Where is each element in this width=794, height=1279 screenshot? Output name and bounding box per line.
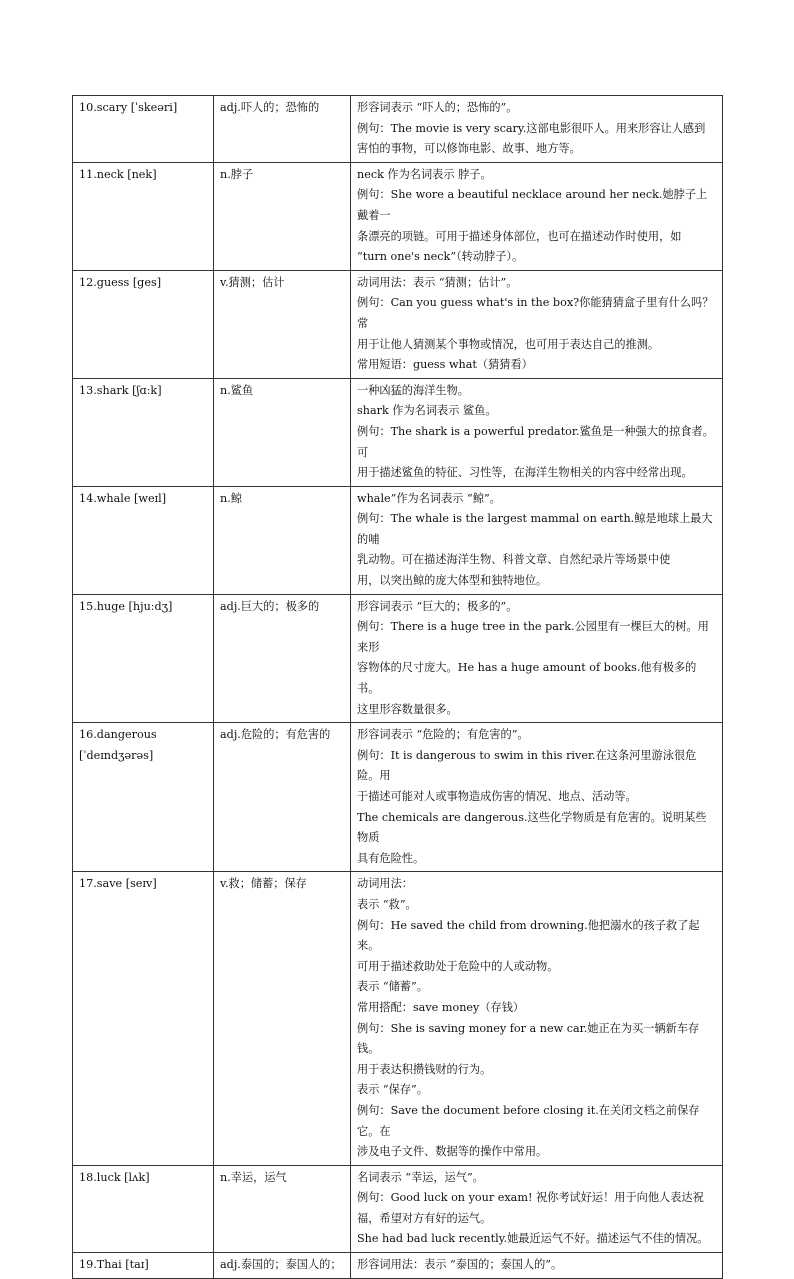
usage-line: She had bad luck recently.她最近运气不好。描述运气不佳的情况。 bbox=[357, 1232, 709, 1246]
usage-line: shark 作为名词表示 鲨鱼。 bbox=[357, 404, 497, 418]
meaning-cell: adj.危险的；有危害的 bbox=[214, 723, 351, 872]
usage-line: 害怕的事物，可以修饰电影、故事、地方等。 bbox=[357, 142, 581, 156]
usage-line: 用于表达积攒钱财的行为。 bbox=[357, 1062, 492, 1076]
usage-line: 形容词用法：表示 “泰国的；泰国人的”。 bbox=[357, 1258, 563, 1272]
usage-line: 例句：She wore a beautiful necklace around her neck.她脖子上戴着一 bbox=[357, 188, 708, 222]
table-row bbox=[73, 1253, 723, 1279]
usage-line: 动词用法： bbox=[357, 877, 413, 891]
usage-cell bbox=[351, 162, 723, 270]
usage-line: whale”作为名词表示 “鲸”。 bbox=[357, 491, 501, 505]
word-cell: 13.shark [ʃɑːk] bbox=[73, 378, 214, 486]
table-row bbox=[73, 270, 723, 378]
meaning-cell: n.鲸 bbox=[214, 486, 351, 594]
usage-line: 具有危险性。 bbox=[357, 851, 425, 865]
table-row bbox=[73, 96, 723, 163]
usage-line: neck 作为名词表示 脖子。 bbox=[357, 167, 492, 181]
usage-line: 例句：Good luck on your exam! 祝你考试好运！用于向他人表达祝 bbox=[357, 1191, 704, 1205]
usage-line: “turn one's neck”（转动脖子）。 bbox=[357, 250, 524, 264]
usage-line: 动词用法：表示 “猜测；估计”。 bbox=[357, 275, 518, 289]
usage-line: 形容词表示 “吓人的；恐怖的”。 bbox=[357, 101, 518, 114]
vocabulary-table-body bbox=[73, 96, 723, 1279]
vocabulary-table bbox=[72, 95, 723, 1279]
usage-line: 例句：The shark is a powerful predator.鲨鱼是一种强大的掠食者。可 bbox=[357, 424, 714, 459]
usage-line: 条漂亮的项链。可用于描述身体部位，也可在描述动作时使用，如 bbox=[357, 229, 682, 243]
usage-line: 乳动物。可在描述海洋生物、科普文章、自然纪录片等场景中使 bbox=[357, 553, 671, 567]
meaning-cell: adj.泰国的；泰国人的； bbox=[214, 1253, 351, 1279]
usage-cell bbox=[351, 96, 723, 163]
meaning-cell: n.幸运，运气 bbox=[214, 1165, 351, 1252]
usage-line: 表示 “保存”。 bbox=[357, 1083, 428, 1097]
meaning-cell: adj.巨大的；极多的 bbox=[214, 594, 351, 723]
meaning-cell: adj.吓人的；恐怖的 bbox=[214, 96, 351, 163]
usage-line: 一种凶猛的海洋生物。 bbox=[357, 383, 469, 397]
meaning-cell: v.猜测；估计 bbox=[214, 270, 351, 378]
usage-line: 表示 “储蓄”。 bbox=[357, 980, 428, 994]
usage-line: 例句：The whale is the largest mammal on earth.鲸是地球上最大的哺 bbox=[357, 512, 713, 546]
table-row bbox=[73, 486, 723, 594]
table-row bbox=[73, 723, 723, 872]
usage-line: 于描述可能对人或事物造成伤害的情况、地点、活动等。 bbox=[357, 790, 637, 803]
word-cell: 16.dangerous [ˈdeɪndʒərəs] bbox=[73, 723, 214, 872]
usage-line: 福，希望对方有好的运气。 bbox=[357, 1211, 492, 1225]
meaning-cell: v.救；储蓄；保存 bbox=[214, 872, 351, 1165]
word-cell: 18.luck [lʌk] bbox=[73, 1165, 214, 1252]
word-cell: 19.Thai [taɪ] bbox=[73, 1253, 214, 1279]
word-cell: 12.guess [ges] bbox=[73, 270, 214, 378]
usage-line: 名词表示 “幸运，运气”。 bbox=[357, 1170, 484, 1184]
table-row bbox=[73, 872, 723, 1165]
usage-line: 形容词表示 “巨大的；极多的”。 bbox=[357, 599, 518, 613]
usage-line: 涉及电子文件、数据等的操作中常用。 bbox=[357, 1145, 548, 1159]
usage-line: The chemicals are dangerous.这些化学物质是有危害的。说明某些物质 bbox=[357, 810, 707, 845]
usage-cell bbox=[351, 486, 723, 594]
usage-line: 例句：Can you guess what's in the box?你能猜猜盒子里有什么吗？常 bbox=[357, 296, 714, 330]
usage-line: 表示 “救”。 bbox=[357, 897, 417, 911]
usage-line: 例句：There is a huge tree in the park.公园里有一棵巨大的树。用来形 bbox=[357, 620, 709, 654]
usage-line: 例句：She is saving money for a new car.她正在为买一辆新车存钱。 bbox=[357, 1021, 700, 1056]
usage-line: 用于让他人猜测某个事物或情况，也可用于表达自己的推测。 bbox=[357, 337, 660, 351]
usage-line: 这里形容数量很多。 bbox=[357, 702, 458, 716]
usage-cell bbox=[351, 270, 723, 378]
usage-line: 用，以突出鲸的庞大体型和独特地位。 bbox=[357, 574, 548, 588]
table-row bbox=[73, 1165, 723, 1252]
word-cell: 10.scary [ˈskeəri] bbox=[73, 96, 214, 163]
usage-cell bbox=[351, 1165, 723, 1252]
usage-line: 例句：He saved the child from drowning.他把溺水的孩子救了起来。 bbox=[357, 918, 700, 953]
usage-line: 例句：The movie is very scary.这部电影很吓人。用来形容让人感到 bbox=[357, 121, 706, 135]
table-row bbox=[73, 594, 723, 723]
usage-line: 用于描述鲨鱼的特征、习性等，在海洋生物相关的内容中经常出现。 bbox=[357, 466, 693, 480]
usage-line: 形容词表示 “危险的；有危害的”。 bbox=[357, 728, 529, 742]
table-row bbox=[73, 378, 723, 486]
meaning-cell: n.鲨鱼 bbox=[214, 378, 351, 486]
meaning-cell: n.脖子 bbox=[214, 162, 351, 270]
usage-cell bbox=[351, 594, 723, 723]
usage-line: 可用于描述救助处于危险中的人或动物。 bbox=[357, 959, 559, 973]
word-cell: 15.huge [hjuːdʒ] bbox=[73, 594, 214, 723]
usage-line: 常用短语：guess what（猜猜看） bbox=[357, 358, 533, 372]
usage-cell bbox=[351, 378, 723, 486]
usage-cell bbox=[351, 872, 723, 1165]
usage-cell bbox=[351, 1253, 723, 1279]
word-cell: 11.neck [nek] bbox=[73, 162, 214, 270]
usage-line: 例句：Save the document before closing it.在关闭文档之前保存它。在 bbox=[357, 1103, 700, 1138]
usage-line: 常用搭配：save money（存钱） bbox=[357, 1000, 525, 1014]
table-row bbox=[73, 162, 723, 270]
usage-line: 例句：It is dangerous to swim in this river.在这条河里游泳很危险。用 bbox=[357, 748, 697, 783]
word-cell: 17.save [seɪv] bbox=[73, 872, 214, 1165]
word-cell: 14.whale [weɪl] bbox=[73, 486, 214, 594]
usage-line: 容物体的尺寸庞大。He has a huge amount of books.他有极多的书。 bbox=[357, 661, 697, 696]
usage-cell bbox=[351, 723, 723, 872]
